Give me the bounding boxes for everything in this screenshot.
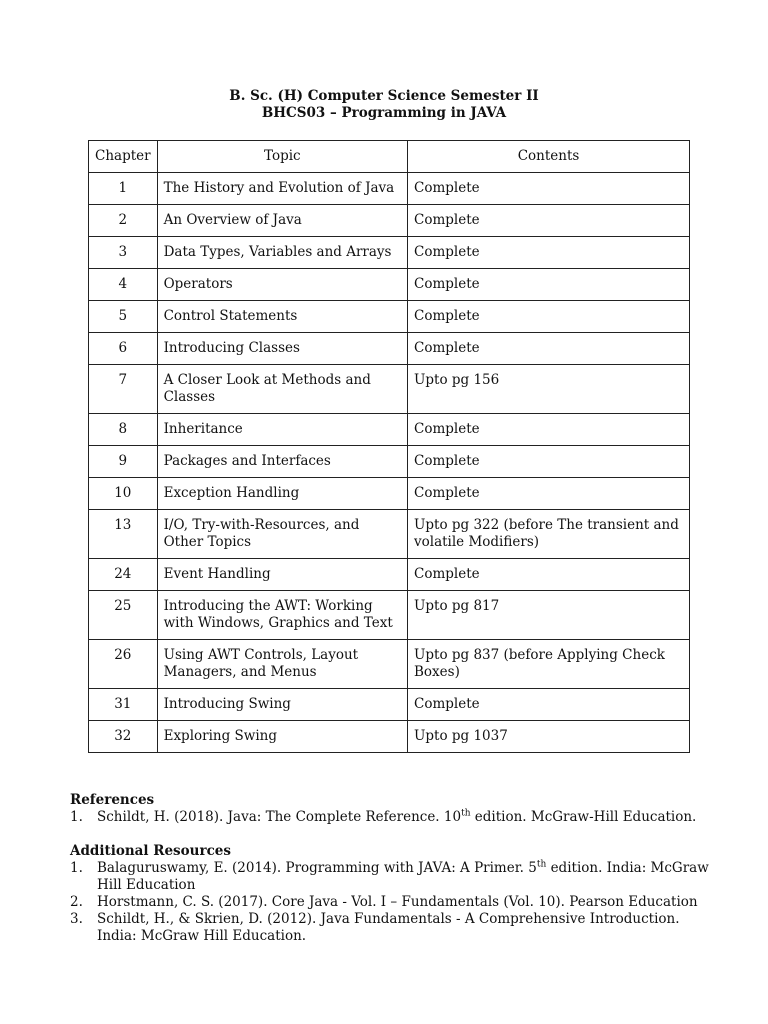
table-body: [89, 173, 690, 753]
topic-cell: Packages and Interfaces: [157, 446, 407, 478]
course-title: B. Sc. (H) Computer Science Semester II: [229, 88, 539, 104]
topic-cell: Using AWT Controls, Layout Managers, and Menus: [157, 640, 407, 689]
contents-cell: Complete: [408, 205, 690, 237]
reference-number: 1.: [70, 809, 83, 825]
table-row: [89, 689, 690, 721]
chapter-cell: 6: [89, 333, 158, 365]
column-header-chapter: Chapter: [89, 141, 158, 173]
contents-cell: Upto pg 817: [408, 591, 690, 640]
table-row: [89, 205, 690, 237]
topic-cell: Exploring Swing: [157, 721, 407, 753]
contents-cell: Complete: [408, 333, 690, 365]
table-row: [89, 414, 690, 446]
chapter-cell: 10: [89, 478, 158, 510]
chapter-cell: 3: [89, 237, 158, 269]
reference-text: Schildt, H. (2018). Java: The Complete Reference. 10th edition. McGraw-Hill Education.: [97, 808, 697, 825]
table-row: [89, 559, 690, 591]
topic-cell: Data Types, Variables and Arrays: [157, 237, 407, 269]
additional-resources-list: [70, 860, 710, 945]
contents-cell: Upto pg 156: [408, 365, 690, 414]
contents-cell: Complete: [408, 478, 690, 510]
contents-cell: Complete: [408, 301, 690, 333]
column-header-topic: Topic: [157, 141, 407, 173]
table-row: [89, 591, 690, 640]
reference-text: Schildt, H., & Skrien, D. (2012). Java Fundamentals - A Comprehensive Introduction. India: McGraw Hill Education.: [97, 911, 680, 944]
reference-text: Horstmann, C. S. (2017). Core Java - Vol. I – Fundamentals (Vol. 10). Pearson Education: [97, 894, 698, 910]
reference-item: [70, 894, 710, 911]
contents-cell: Complete: [408, 446, 690, 478]
table-row: [89, 510, 690, 559]
additional-resources-heading: Additional Resources: [70, 843, 231, 859]
topic-cell: Operators: [157, 269, 407, 301]
column-header-contents: Contents: [408, 141, 690, 173]
contents-cell: Complete: [408, 689, 690, 721]
topic-cell: Introducing Classes: [157, 333, 407, 365]
chapter-cell: 9: [89, 446, 158, 478]
contents-cell: Complete: [408, 414, 690, 446]
reference-item: [70, 809, 710, 826]
table-row: [89, 640, 690, 689]
chapter-cell: 31: [89, 689, 158, 721]
topic-cell: Introducing the AWT: Working with Windows, Graphics and Text: [157, 591, 407, 640]
topic-cell: The History and Evolution of Java: [157, 173, 407, 205]
chapter-cell: 4: [89, 269, 158, 301]
paper-title: BHCS03 – Programming in JAVA: [261, 105, 507, 121]
contents-cell: Complete: [408, 269, 690, 301]
table-row: [89, 237, 690, 269]
document-title: [0, 88, 768, 122]
reference-text: Balaguruswamy, E. (2014). Programming with JAVA: A Primer. 5th edition. India: McGraw Hill Education: [97, 859, 709, 893]
table-row: [89, 269, 690, 301]
table-header-row: [89, 141, 690, 173]
table-row: [89, 446, 690, 478]
table-row: [89, 333, 690, 365]
reference-item: [70, 860, 710, 894]
references-list: [70, 809, 710, 826]
topic-cell: An Overview of Java: [157, 205, 407, 237]
chapter-cell: 5: [89, 301, 158, 333]
chapter-cell: 25: [89, 591, 158, 640]
table-row: [89, 478, 690, 510]
chapter-cell: 24: [89, 559, 158, 591]
table-row: [89, 365, 690, 414]
reference-number: 3.: [70, 911, 83, 927]
chapter-cell: 8: [89, 414, 158, 446]
topic-cell: I/O, Try-with-Resources, and Other Topics: [157, 510, 407, 559]
chapter-cell: 13: [89, 510, 158, 559]
contents-cell: Complete: [408, 173, 690, 205]
chapter-cell: 32: [89, 721, 158, 753]
topic-cell: Inheritance: [157, 414, 407, 446]
topic-cell: A Closer Look at Methods and Classes: [157, 365, 407, 414]
chapter-cell: 26: [89, 640, 158, 689]
contents-cell: Upto pg 837 (before Applying Check Boxes): [408, 640, 690, 689]
chapter-cell: 7: [89, 365, 158, 414]
syllabus-table: [88, 140, 690, 753]
contents-cell: Complete: [408, 559, 690, 591]
table-row: [89, 173, 690, 205]
table-row: [89, 301, 690, 333]
contents-cell: Complete: [408, 237, 690, 269]
topic-cell: Exception Handling: [157, 478, 407, 510]
reference-item: [70, 911, 710, 945]
reference-number: 1.: [70, 860, 83, 876]
contents-cell: Upto pg 322 (before The transient and volatile Modifiers): [408, 510, 690, 559]
topic-cell: Introducing Swing: [157, 689, 407, 721]
topic-cell: Control Statements: [157, 301, 407, 333]
table-row: [89, 721, 690, 753]
topic-cell: Event Handling: [157, 559, 407, 591]
references-section: [70, 792, 710, 945]
references-heading: References: [70, 792, 155, 808]
chapter-cell: 2: [89, 205, 158, 237]
contents-cell: Upto pg 1037: [408, 721, 690, 753]
reference-number: 2.: [70, 894, 83, 910]
chapter-cell: 1: [89, 173, 158, 205]
